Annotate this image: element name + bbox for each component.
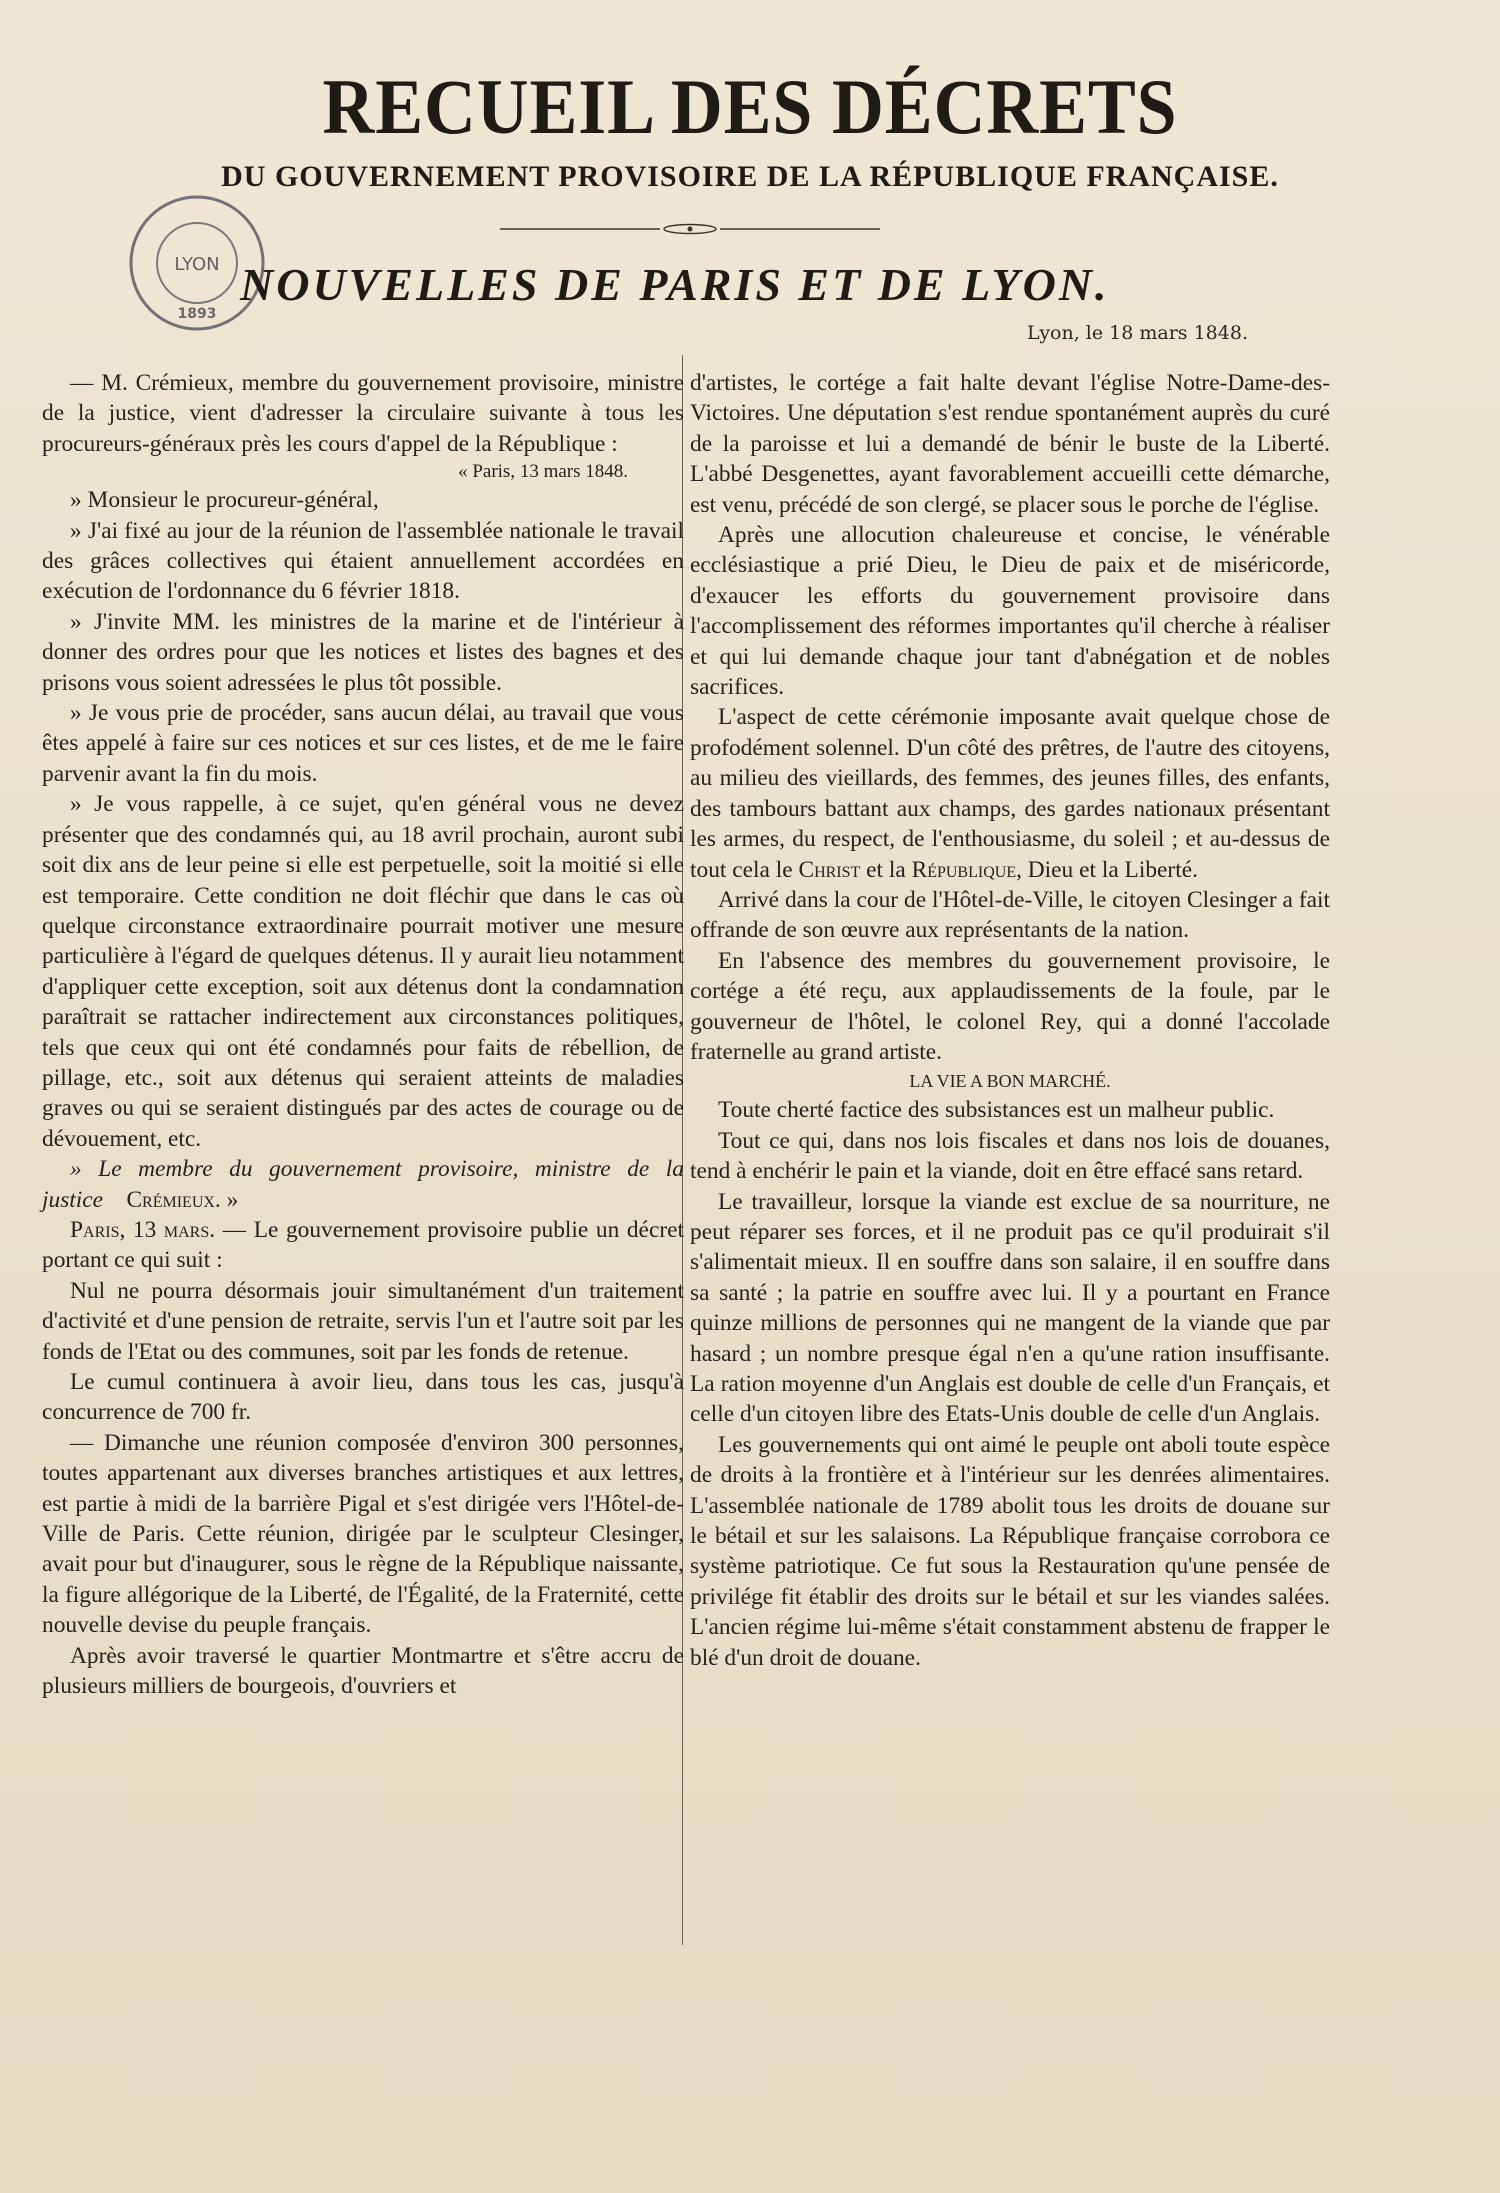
article-paragraph: Le cumul continuera à avoir lieu, dans tous les cas, jusqu'à concurrence de 700 fr. [42, 1369, 684, 1426]
signature-title: » Le membre du gouvernement provisoire, ministre de la justice [42, 1156, 684, 1213]
article-paragraph: Arrivé dans la cour de l'Hôtel-de-Ville, le citoyen Clesinger a fait offrande de son œuvre aux représentants de la nation. [690, 886, 1330, 944]
article-paragraph: Tout ce qui, dans nos lois fiscales et dans nos lois de douanes, tend à enchérir le pain et la viande, doit en être effacé sans retard. [690, 1127, 1330, 1185]
article-paragraph: Nul ne pourra désormais jouir simultanément d'un traitement d'activité et d'une pension de retraite, servis l'un et l'autre soit par les fonds de l'Etat ou des communes, soit par les fonds de retenue. [42, 1277, 684, 1365]
ornamental-rule [500, 222, 880, 236]
paris-lead: Paris, 13 mars. [70, 1216, 216, 1243]
article-paragraph: » J'ai fixé au jour de la réunion de l'assemblée nationale le travail des grâces collectives qui étaient annuellement accordées en exécution de l'ordonnance du 6 février 1818. [42, 517, 684, 605]
section-title: NOUVELLES DE PARIS ET DE LYON. [240, 259, 1110, 310]
article-paragraph: Après avoir traversé le quartier Montmartre et s'être accru de plusieurs milliers de bourgeois, d'ouvriers et [42, 1642, 684, 1700]
article-paragraph: Les gouvernements qui ont aimé le peuple ont aboli toute espèce de droits à la frontière et à l'intérieur sur les denrées alimentaires. L'assemblée nationale de 1789 abolit tous les droits de douane sur le bétail et sur les salaisons. La République française corrobora ce système patriotique. Ce fut sous la Restauration qu'une pensée de privilége fit établir des droits sur le bétail et sur les viandes salées. L'ancien régime lui-même s'était constamment abstenu de frapper le blé d'un droit de douane. [690, 1431, 1330, 1671]
paris-text: — Le gouvernement provisoire publie un décret portant ce qui suit : [42, 1216, 684, 1274]
article-paragraph: d'artistes, le cortége a fait halte devant l'église Notre-Dame-des-Victoires. Une députation s'est rendue spontanément auprès du curé de la paroisse et lui a demandé de bénir le buste de la Liberté. L'abbé Desgenettes, ayant favorablement accueilli cette démarche, est venu, précédé de son clergé, se placer sous le porche de l'église. [690, 370, 1330, 518]
stamp-year: 1893 [177, 306, 217, 322]
article-paragraph [42, 1215, 684, 1276]
text-run: , Dieu et la Liberté. [1016, 856, 1198, 883]
article-paragraph [690, 702, 1330, 884]
article-paragraph: » J'invite MM. les ministres de la marine et de l'intérieur à donner des ordres pour que les notices et listes des bagnes et des prisons vous soient adressées le plus tôt possible. [42, 608, 684, 696]
article-paragraph: — Dimanche une réunion composée d'environ 300 personnes, toutes appartenant aux diverses branches artistiques et aux lettres, est partie à midi de la barrière Pigal et s'est dirigée vers l'Hôtel-de-Ville de Paris. Cette réunion, dirigée par le sculpteur Clesinger, avait pour but d'inaugurer, sous le règne de la République naissante, la figure allégorique de la Liberté, de l'Égalité, de la Fraternité, cette nouvelle devise du peuple français. [42, 1429, 684, 1639]
masthead-title: RECUEIL DES DÉCRETS [322, 63, 1178, 150]
article-paragraph: — M. Crémieux, membre du gouvernement provisoire, ministre de la justice, vient d'adresser la circulaire suivante à tous les procureurs-généraux près les cours d'appel de la République : [42, 370, 684, 457]
text-run: L'aspect de cette cérémonie imposante avait quelque chose de profodément solennel. D'un côté des prêtres, de l'autre des citoyens, au milieu des vieillards, des femmes, des jeunes filles, des enfants, des tambours battant aux champs, des gardes nationaux présentant les armes, du respect, de l'enthousiasme, du soleil ; et au-dessus de tout cela le [690, 704, 1330, 883]
right-column [690, 368, 1330, 1673]
text-run: et la [860, 856, 912, 883]
article-paragraph: Après une allocution chaleureuse et concise, le vénérable ecclésiastique a prié Dieu, le Dieu de paix et de miséricorde, d'exaucer les efforts du gouvernement provisoire dans l'accomplissement des réformes importantes qu'il cherche à réaliser et qui lui demande chaque jour tant d'abnégation et de nobles sacrifices. [690, 522, 1330, 701]
dateline: Lyon, le 18 mars 1848. [1027, 322, 1248, 344]
section-heading: LA VIE A BON MARCHÉ. [909, 1071, 1111, 1092]
article-paragraph: Le travailleur, lorsque la viande est exclue de sa nourriture, ne peut réparer ses forces, et il ne produit pas ce qu'il produirait s'il s'alimentait mieux. Il en souffre dans son salaire, il en souffre dans sa santé ; la patrie en souffre avec lui. Il y a pourtant en France quinze millions de personnes qui ne mangent de la viande que par hasard ; un nombre presque égal n'en a qu'une ration insuffisante. La ration moyenne d'un Anglais est double de celle d'un Français, et celle d'un citoyen libre des Etats-Unis double de celle d'un Anglais. [690, 1188, 1330, 1428]
republique-word: République [911, 856, 1017, 883]
article-paragraph: » Je vous prie de procéder, sans aucun délai, au travail que vous êtes appelé à faire sur ces notices et sur ces listes, et de me le faire parvenir avant la fin du mois. [42, 700, 684, 787]
letter-salutation: » Monsieur le procureur-général, [70, 487, 379, 514]
article-paragraph: En l'absence des membres du gouvernement provisoire, le cortége a été reçu, aux applaudissements de la foule, par le gouverneur de l'hôtel, le colonel Rey, qui a donné l'accolade fraternelle au grand artiste. [690, 947, 1330, 1065]
article-paragraph: » Je vous rappelle, à ce sujet, qu'en général vous ne devez présenter que des condamnés qui, au 18 avril prochain, auront subi soit dix ans de leur peine si elle est perpetuelle, soit la moitié si elle est temporaire. Cette condition ne doit fléchir que dans le cas où quelque circonstance extraordinaire pourrait motiver une mesure particulière à l'égard de quelques détenus. Il y aurait lieu notamment d'appliquer cette exception, soit aux détenus dont la condamnation paraîtrait se rattacher indirectement aux circonstances politiques, tels que ceux qui ont été condamnés pour faits de rébellion, de pillage, etc., soit aux détenus qui seraient atteints de maladies graves ou qui se seraient distingués par des actes de courage ou de dévouement, etc. [42, 791, 684, 1152]
letter-signature [42, 1154, 684, 1215]
stamp-label: LYON [174, 254, 220, 275]
left-column [42, 368, 684, 1701]
masthead-subtitle: DU GOUVERNEMENT PROVISOIRE DE LA RÉPUBLIQUE FRANÇAISE. [221, 160, 1279, 193]
article-paragraph: Toute cherté factice des subsistances est un malheur public. [718, 1097, 1275, 1124]
christ-word: Christ [798, 856, 861, 883]
signature-name: Crémieux. » [126, 1186, 239, 1213]
letter-dateline: « Paris, 13 mars 1848. [458, 461, 628, 483]
